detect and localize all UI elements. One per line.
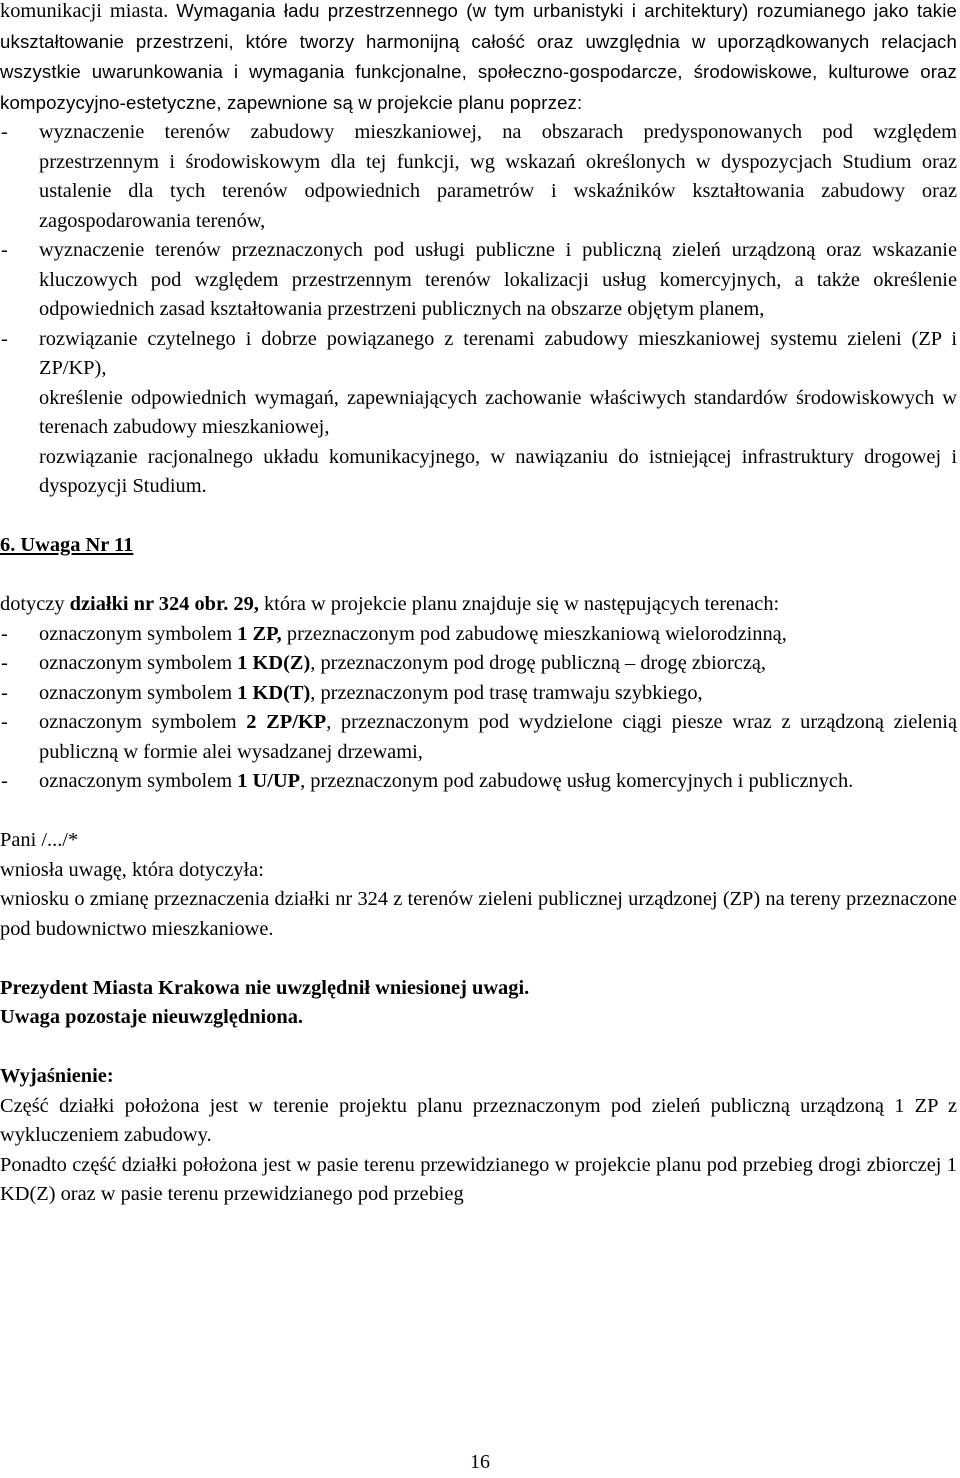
list-dash: - [1, 711, 8, 733]
spacer [0, 944, 957, 974]
list-dash: - [1, 652, 8, 674]
explanation-paragraph: Część działki położona jest w terenie projektu planu przeznaczonym pod zieleń publiczną urządzoną 1 ZP z wykluczeniem zabudowy. [0, 1094, 957, 1146]
zone-symbol: 2 ZP/KP [246, 711, 327, 733]
submitter-intro: wniosła uwagę, która dotyczyła: [0, 858, 264, 881]
decision-status: Uwaga pozostaje nieuwzględniona. [0, 1006, 304, 1028]
page-number: 16 [470, 1451, 490, 1473]
spacer [0, 561, 957, 591]
list-item-text: rozwiązanie czytelnego i dobrze powiązanego z terenami zabudowy mieszkaniowej systemu zieleni (ZP i ZP/KP), [39, 327, 957, 379]
plot-line [0, 590, 957, 620]
explanation-paragraph: Ponadto część działki położona jest w pasie terenu przewidzianego w projekcie planu pod przebieg drogi zbiorczej 1 KD(Z) oraz w pasie terenu przewidzianego pod przebieg [0, 1153, 957, 1205]
decision-statement: Prezydent Miasta Krakowa nie uwzględnił wniesionej uwagi. [0, 976, 530, 999]
list-item [0, 708, 957, 767]
list-item-text: wyznaczenie terenów przeznaczonych pod usługi publiczne i publiczną zieleń urządzoną oraz wskazanie kluczowych pod względem przestrzennym terenów lokalizacji usług komercyjnych, a także określenie odpowiednich zasad kształtowania przestrzeni publicznych na obszarze objętym planem, [39, 239, 957, 320]
list-dash: - [1, 622, 8, 645]
list-dash: - [1, 121, 8, 143]
list-dash: - [1, 239, 8, 261]
zone-pre: oznaczonym symbolem [39, 622, 238, 645]
list-continuation: określenie odpowiednich wymagań, zapewniających zachowanie właściwych standardów środowiskowych w terenach zabudowy mieszkaniowej, [39, 386, 957, 438]
zone-post: przeznaczonym pod zabudowę mieszkaniową wielorodzinną, [281, 622, 787, 645]
list-item [0, 325, 957, 384]
zone-pre: oznaczonym symbolem [39, 770, 238, 792]
zone-symbol: 1 ZP, [237, 622, 282, 645]
list-item [0, 649, 957, 679]
plot-number: działki nr 324 obr. 29, [69, 593, 259, 615]
zone-symbol: 1 KD(Z) [237, 652, 311, 674]
explanation-heading: Wyjaśnienie: [0, 1065, 114, 1087]
zone-symbol: 1 U/UP [237, 770, 301, 792]
list-dash: - [1, 327, 8, 350]
zone-pre: oznaczonym symbolem [39, 652, 238, 674]
zone-post: , przeznaczonym pod trasę tramwaju szybkiego, [310, 681, 703, 704]
list-item [0, 620, 957, 650]
intro-text-start: komunikacji miasta. [0, 0, 177, 22]
zone-post: , przeznaczonym pod zabudowę usług komercyjnych i publicznych. [300, 770, 854, 792]
spacer [0, 502, 957, 532]
intro-paragraph [0, 0, 957, 118]
plot-line-suffix: która w projekcie planu znajduje się w następujących terenach: [258, 593, 780, 615]
plot-line-prefix: dotyczy [0, 593, 70, 615]
zone-post: , przeznaczonym pod drogę publiczną – drogę zbiorczą, [310, 652, 767, 674]
zone-pre: oznaczonym symbolem [39, 711, 247, 733]
intro-text-requirements: Wymagania ładu przestrzennego (w tym urbanistyki i architektury) rozumianego jako takie ukształtowanie przestrzeni, które tworzy harmonijną całość oraz uwzględnia w uporządkowanych relacjach wszystkie uwarunkowania i wymagania funkcjonalne, społeczno-gospodarcze, środowiskowe, kulturowe oraz kompozycyjno-estetyczne, zapewnione są w projekcie planu poprzez: [0, 0, 957, 113]
list-dash: - [1, 770, 8, 792]
list-item [0, 767, 957, 797]
list-item [0, 236, 957, 325]
spacer [0, 797, 957, 827]
zones-list [0, 620, 957, 797]
zone-symbol: 1 KD(T) [237, 681, 311, 704]
list-item [0, 118, 957, 236]
list-item-text: wyznaczenie terenów zabudowy mieszkaniowej, na obszarach predysponowanych pod względem przestrzennym i środowiskowym dla tej funkcji, wg wskazań określonych w dyspozycjach Studium oraz ustalenie dla tych terenów odpowiednich parametrów i wskaźników kształtowania zabudowy oraz zagospodarowania terenów, [39, 121, 957, 232]
list-item [0, 679, 957, 709]
list-continuation: rozwiązanie racjonalnego układu komunikacyjnego, w nawiązaniu do istniejącej infrastruktury drogowej i dyspozycji Studium. [39, 445, 957, 497]
zone-pre: oznaczonym symbolem [39, 681, 238, 704]
zone-post: , przeznaczonym pod wydzielone ciągi piesze wraz z urządzoną zielenią publiczną w formie alei wysadzanej drzewami, [39, 711, 957, 763]
requirements-list [0, 118, 957, 502]
submitter-request: wniosku o zmianę przeznaczenia działki nr 324 z terenów zieleni publicznej urządzonej (ZP) na tereny przeznaczone pod budownictwo mieszkaniowe. [0, 888, 957, 940]
list-dash: - [1, 681, 8, 704]
submitter-name: Pani /.../* [0, 829, 79, 851]
section-heading: 6. Uwaga Nr 11 [0, 534, 134, 556]
spacer [0, 1033, 957, 1063]
